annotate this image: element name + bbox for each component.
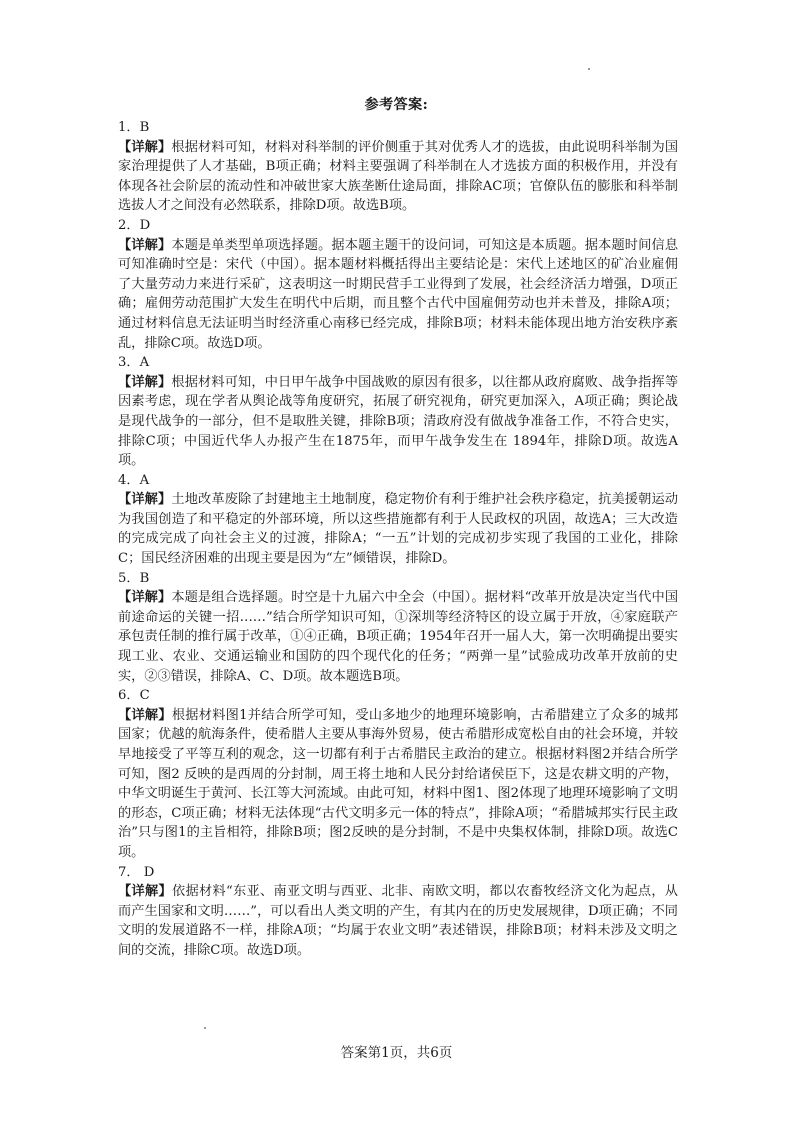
explanation: [118, 588, 678, 686]
answer-number: 7． D: [118, 864, 155, 880]
answer-number: 6．C: [118, 688, 150, 704]
answer-number: 1．B: [118, 120, 150, 135]
page-title: 参考答案:: [364, 97, 429, 113]
scan-dot: [588, 68, 590, 70]
answer-number: 3．A: [118, 355, 150, 371]
explanation-text: 根据材料图1并结合所学可知，受山多地少的地理环境影响，古希腊建立了众多的城邦国家；优越的航海条件，使希腊人主要从事海外贸易，使古希腊形成宽松自由的社会环境，并较早地接受了平等互利的观念，这一切都有利于古希腊民主政治的建立。根据材料图2并结合所学可知，图2 反映的是西周的分封制，周王将土地和人民分封给诸侯臣下，这是农耕文明的产物，中华文明诞生于黄河、长江等大河流域。由此可知，材料中图1、图2体现了地理环境影响了文明的形态，C项正确；材料无法体现“古代文明多元一体的特点”，排除A项；“希腊城邦实行民主政治”只与图1的主旨相符，排除B项；图2反映的是分封制，不是中央集权体制，排除D项。故选C项。: [118, 707, 679, 860]
explanation-tag: 【详解】: [118, 707, 172, 723]
explanation-text: 依据材料“东亚、南亚文明与西亚、北非、南欧文明，都以农畜牧经济文化为起点，从而产生国家和文明……”，可以看出人类文明的产生，有其内在的历史发展规律，D项正确；不同文明的发展道路不一样，排除A项；“均属于农业文明”表述错误，排除B项；材料未涉及文明之间的交流，排除C项。故选D项。: [118, 884, 678, 958]
answer-number: 5．B: [118, 570, 150, 586]
explanation: [118, 236, 678, 354]
scan-dot: [204, 1027, 206, 1029]
explanation-text: 本题是单类型单项选择题。据本题主题干的设问词，可知这是本质题。据本题时间信息可知准确时空是：宋代（中国）。据本题材料概括得出主要结论是：宋代上述地区的矿冶业雇佣了大量劳动力来进行采矿，这表明这一时期民营手工业得到了发展，社会经济活力增强，D项正确；雇佣劳动范围扩大发生在明代中后期，而且整个古代中国雇佣劳动也并未普及，排除A项；通过材料信息无法证明当时经济重心南移已经完成，排除B项；材料未能体现出地方治安秩序紊乱，排除C项。故选D项。: [118, 237, 679, 351]
explanation-text: 土地改革废除了封建地主土地制度，稳定物价有利于维护社会秩序稳定，抗美援朝运动为我国创造了和平稳定的外部环境，所以这些措施都有利于人民政权的巩固，故选A；三大改造的完成完成了向社会主义的过渡，排除A；“一五”计划的完成初步实现了我国的工业化，排除C；国民经济困难的出现主要是因为“左”倾错误，排除D。: [118, 492, 679, 567]
explanation-tag: 【详解】: [118, 374, 172, 390]
explanation: [118, 882, 678, 960]
explanation-text: 本题是组合选择题。时空是十九届六中全会（中国）。据材料“改革开放是决定当代中国前途命运的关键一招……”结合所学知识可知，①深圳等经济特区的设立属于开放，④家庭联产承包责任制的推行属于改革，①④正确，B项正确；1954年召开一届人大，第一次明确提出要实现工业、农业、交通运输业和国防的四个现代化的任务；“两弹一星”试验成功改革开放前的史实，②③错误，排除A、C、D项。故本题选B项。: [118, 590, 679, 684]
explanation-tag: 【详解】: [118, 492, 172, 508]
explanation-tag: 【详解】: [118, 884, 172, 900]
explanation-text: 根据材料可知，中日甲午战争中国战败的原因有很多，以往都从政府腐败、战争指挥等因素考虑，现在学者从舆论战等角度研究，拓展了研究视角，研究更加深入，A项正确；舆论战是现代战争的一部分，但不是取胜关键，排除B项；清政府没有做战争准备工作，不符合史实，排除C项；中国近代华人办报产生在1875年，而甲午战争发生在 1894年，排除D项。故选A项。: [118, 374, 679, 469]
explanation-text: 根据材料可知，材料对科举制的评价侧重于其对优秀人才的选拔，由此说明科举制为国家治理提供了人才基础，B项正确；材料主要强调了科举制在人才选拔方面的积极作用，并没有体现各社会阶层的流动性和冲破世家大族垄断仕途局面，排除AC项；官僚队伍的膨胀和科举制选拔人才之间没有必然联系，排除D项。故选B项。: [118, 139, 679, 214]
answer-list: [118, 118, 678, 961]
explanation-tag: 【详解】: [118, 590, 172, 606]
explanation: [118, 373, 678, 471]
explanation: [118, 490, 678, 568]
explanation: [118, 138, 678, 216]
answer-number: 4．A: [118, 472, 150, 488]
page-footer: 答案第1页，共6页: [340, 1045, 453, 1061]
explanation-tag: 【详解】: [118, 237, 172, 253]
explanation-tag: 【详解】: [118, 139, 172, 155]
explanation: [118, 706, 678, 863]
answer-number: 2．D: [118, 217, 151, 233]
